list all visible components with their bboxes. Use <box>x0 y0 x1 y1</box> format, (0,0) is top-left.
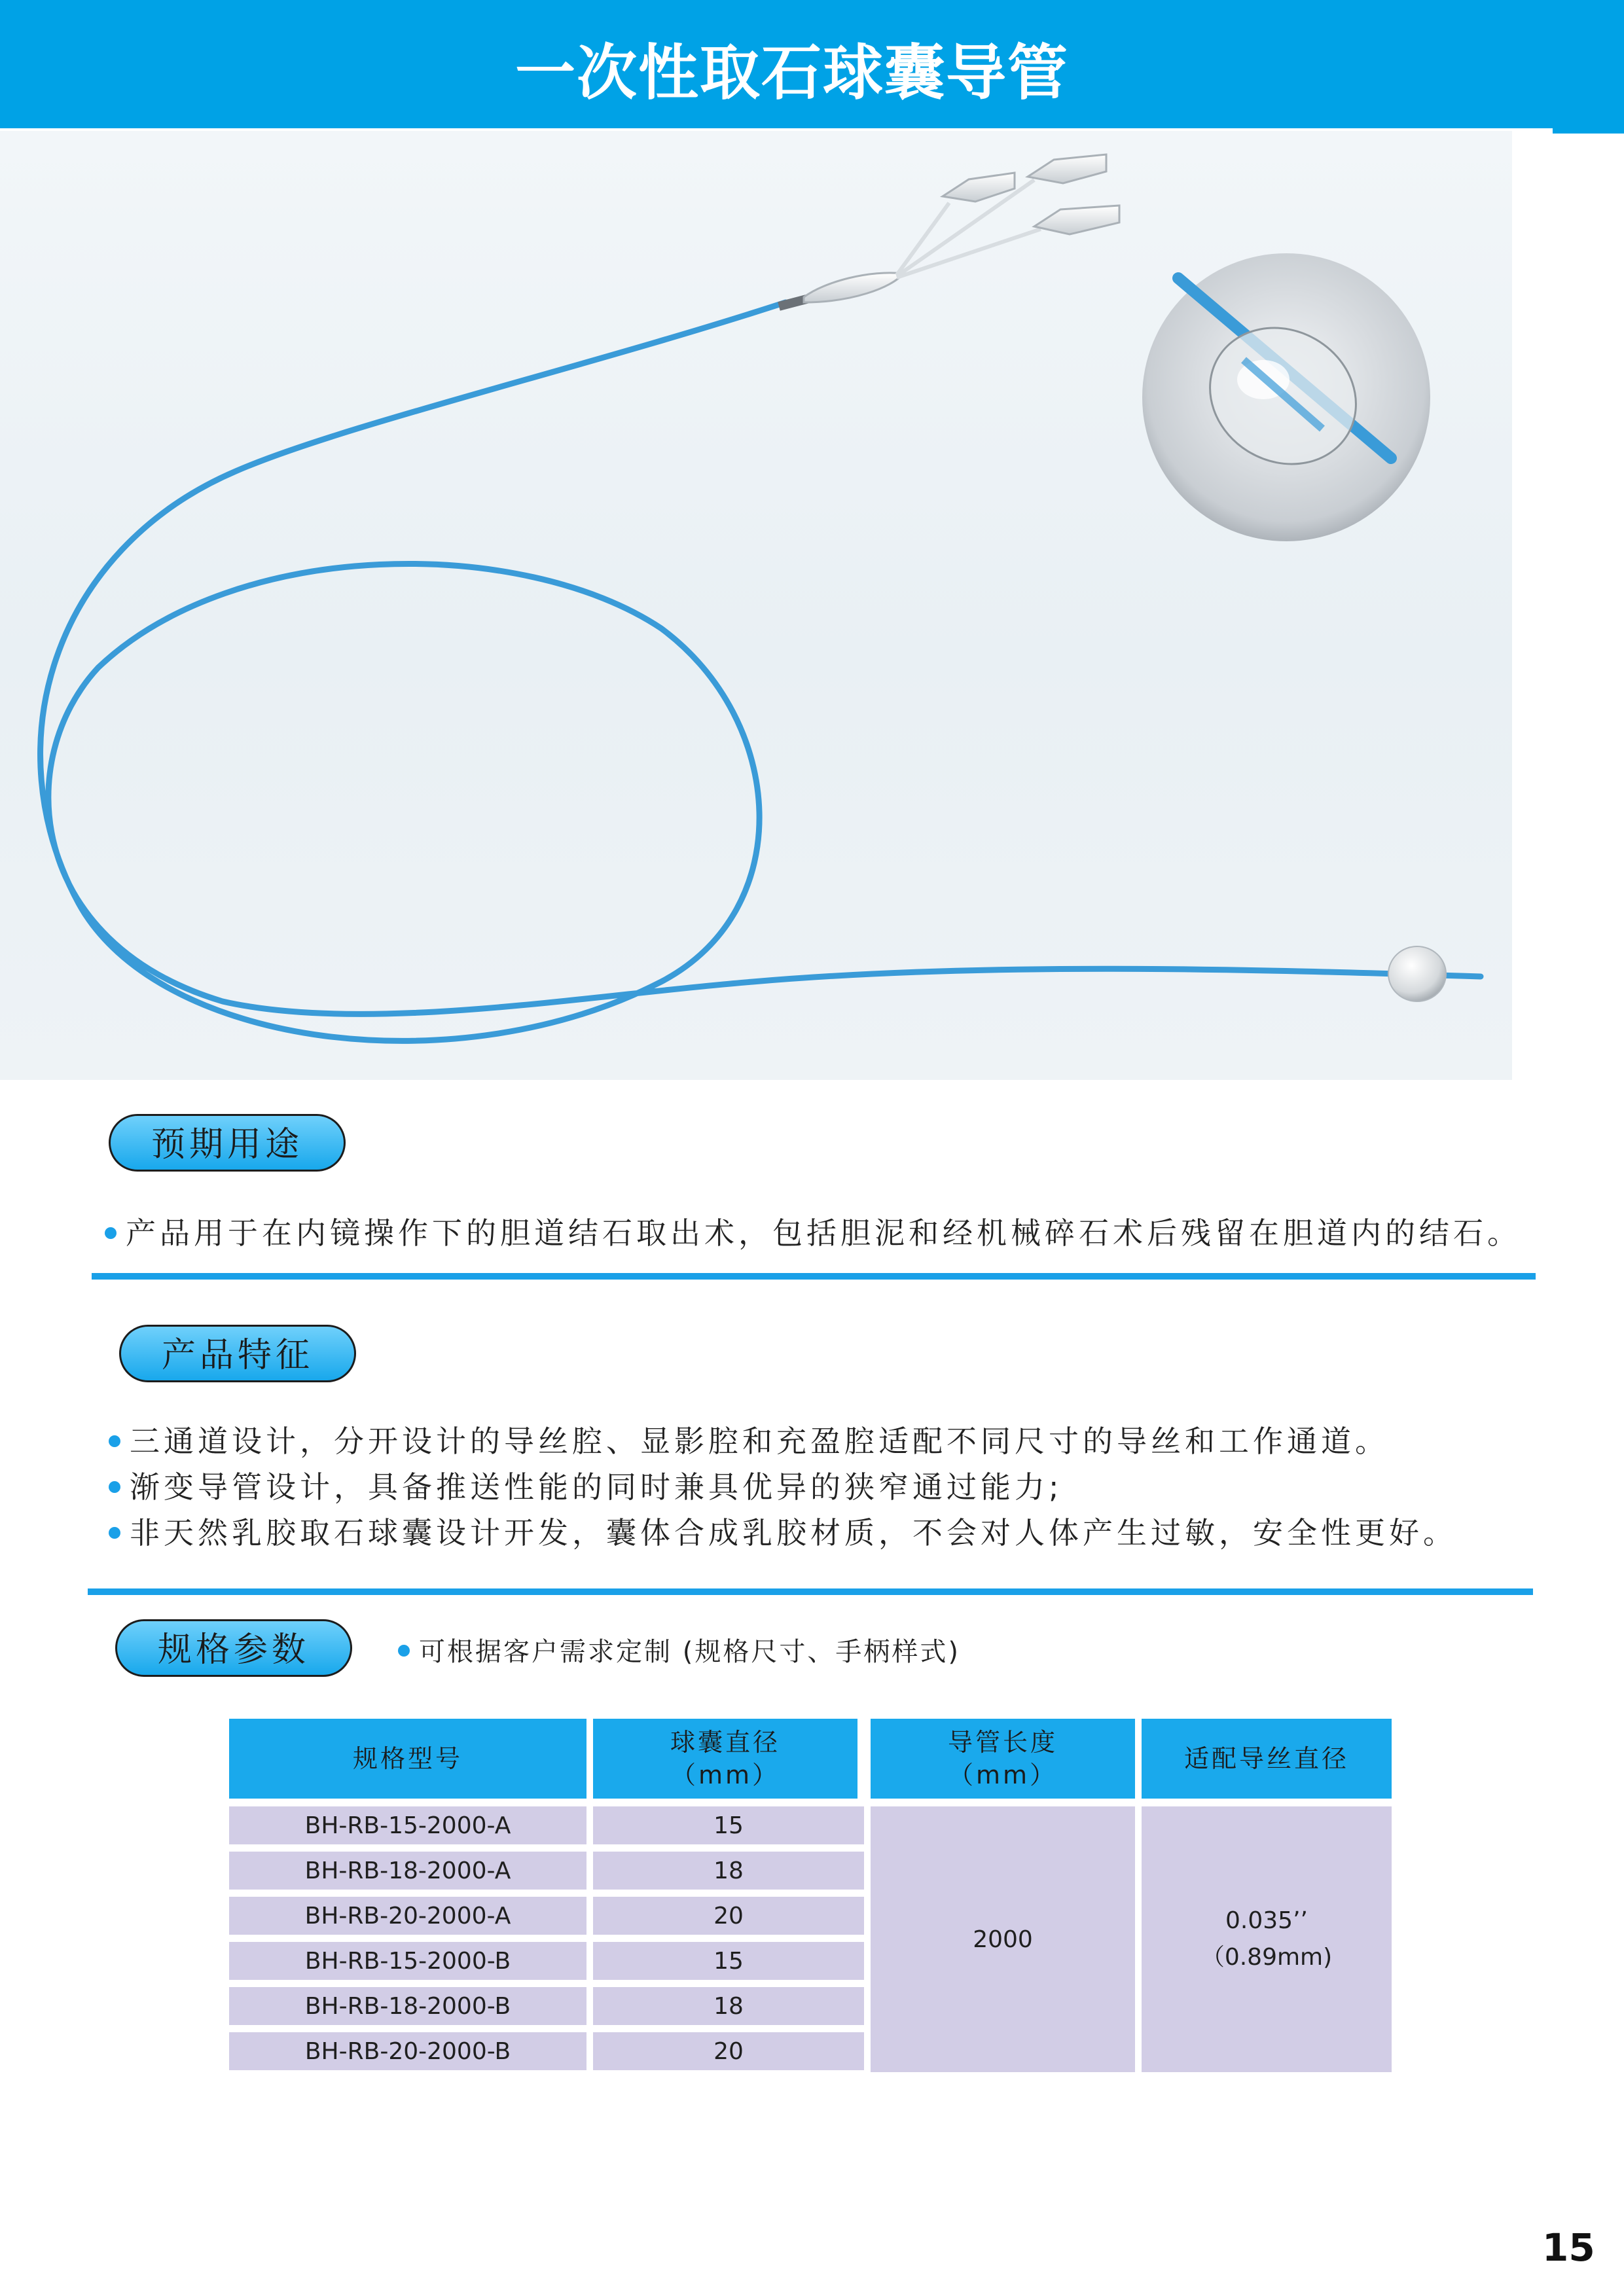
balloon-detail-inset <box>1142 253 1430 541</box>
table-cell-model: BH-RB-20-2000-B <box>229 2032 586 2070</box>
header-text: 适配导丝直径 <box>1183 1744 1349 1773</box>
page-number: 15 <box>1542 2225 1595 2270</box>
bullet-icon <box>105 1227 117 1239</box>
feature-text-3: 非天然乳胶取石球囊设计开发，囊体合成乳胶材质，不会对人体产生过敏，安全性更好。 <box>130 1515 1457 1551</box>
feature-text-2: 渐变导管设计，具备推送性能的同时兼具优异的狭窄通过能力; <box>130 1469 1063 1505</box>
table-cell-diameter: 20 <box>593 1897 864 1935</box>
customization-note <box>398 1631 960 1668</box>
table-cell-model: BH-RB-18-2000-A <box>229 1852 586 1890</box>
luer-connectors <box>943 154 1119 234</box>
customization-note-text: 可根据客户需求定制 (规格尺寸、手柄样式) <box>419 1637 960 1667</box>
table-header-model <box>229 1719 586 1799</box>
intended-use-text: 产品用于在内镜操作下的胆道结石取出术，包括胆泥和经机械碎石术后残留在胆道内的结石。 <box>126 1215 1521 1251</box>
feature-item <box>109 1418 1389 1461</box>
balloon-tip <box>1388 946 1446 1001</box>
bullet-icon <box>109 1481 120 1493</box>
table-cell-diameter: 20 <box>593 2032 864 2070</box>
table-cell-model: BH-RB-18-2000-B <box>229 1987 586 2025</box>
catheter-hub <box>804 273 903 302</box>
table-cell-model: BH-RB-15-2000-B <box>229 1942 586 1980</box>
feature-item <box>109 1463 1063 1507</box>
section-label-features: 产品特征 <box>119 1325 356 1382</box>
table-cell-model: BH-RB-15-2000-A <box>229 1806 586 1844</box>
header-unit: （mm） <box>670 1761 780 1789</box>
guidewire-mm: （0.89mm) <box>1200 1944 1333 1971</box>
section-label-specs: 规格参数 <box>115 1619 352 1677</box>
feature-item <box>109 1509 1457 1552</box>
guidewire-inch: 0.035’’ <box>1225 1907 1308 1934</box>
spec-table <box>229 1719 1392 2072</box>
product-image <box>0 131 1512 1080</box>
section-divider <box>92 1273 1536 1280</box>
header-text: 导管长度 <box>947 1728 1058 1757</box>
section-label-intended-use: 预期用途 <box>109 1114 346 1172</box>
bullet-icon <box>109 1435 120 1447</box>
table-header-diameter <box>593 1719 857 1799</box>
bullet-icon <box>109 1527 120 1539</box>
header-text: 球囊直径 <box>670 1728 780 1757</box>
table-cell-diameter: 18 <box>593 1852 864 1890</box>
bullet-icon <box>398 1645 410 1657</box>
catheter-illustration <box>0 131 1512 1080</box>
header-edge-accent <box>1553 128 1624 134</box>
section-divider <box>88 1588 1533 1595</box>
table-cell-model: BH-RB-20-2000-A <box>229 1897 586 1935</box>
feature-text-1: 三通道设计，分开设计的导丝腔、显影腔和充盈腔适配不同尺寸的导丝和工作通道。 <box>130 1424 1389 1459</box>
table-cell-catheter-length: 2000 <box>871 1806 1135 2072</box>
table-cell-diameter: 15 <box>593 1942 864 1980</box>
header-unit: （mm） <box>948 1761 1058 1789</box>
page-title: 一次性取石球囊导管 <box>514 38 1069 108</box>
intended-use-item <box>105 1210 1521 1253</box>
table-cell-diameter: 15 <box>593 1806 864 1844</box>
header-text: 规格型号 <box>352 1744 463 1773</box>
table-cell-guidewire <box>1142 1806 1392 2072</box>
table-header-guidewire <box>1142 1719 1392 1799</box>
table-header-length <box>871 1719 1135 1799</box>
table-cell-diameter: 18 <box>593 1987 864 2025</box>
